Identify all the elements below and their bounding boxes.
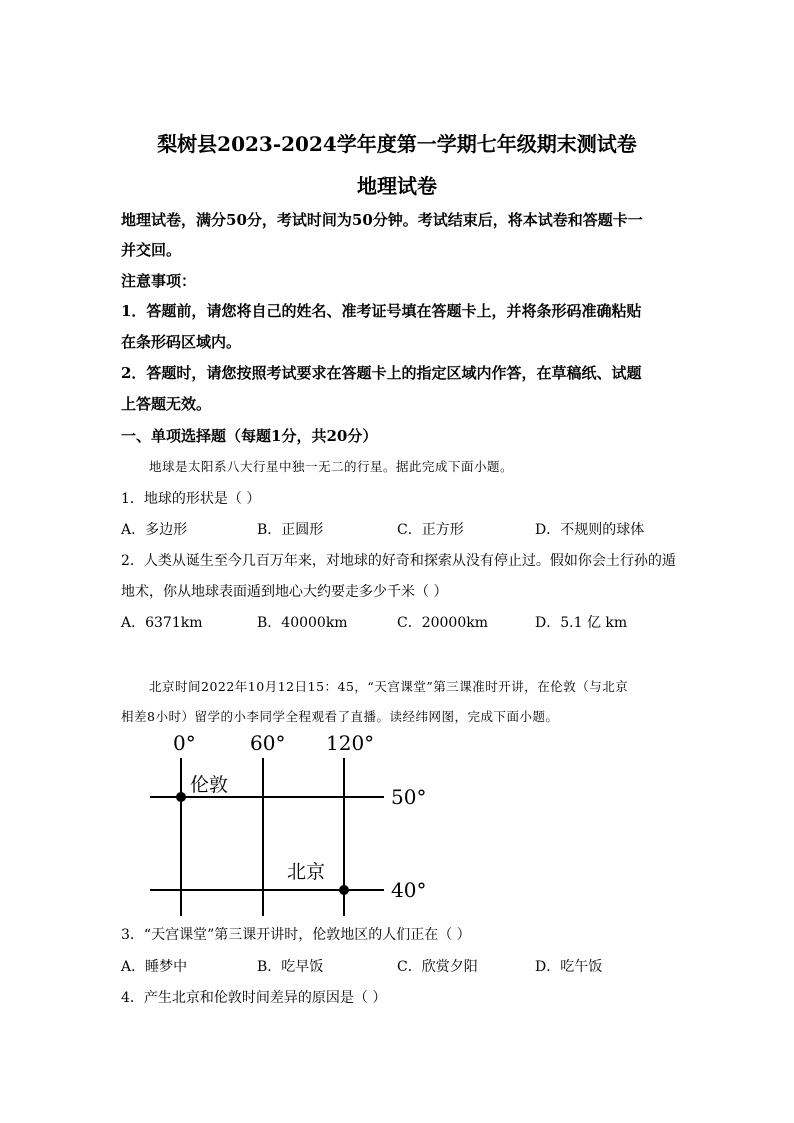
- notice-item-1-line-2: 在条形码区域内。: [121, 333, 242, 351]
- question-1-stem: 1．地球的形状是（ ）: [121, 491, 261, 507]
- intro-line-2: 并交回。: [121, 241, 182, 259]
- question-3-option-d[interactable]: D．吃午饭: [535, 959, 603, 975]
- question-2-option-b[interactable]: B．40000km: [257, 615, 348, 631]
- question-2-stem-line-1: 2．人类从诞生至今几百万年来，对地球的好奇和探索从没有停止过。假如你会土行孙的遁: [121, 553, 676, 569]
- lon-label-0: 0°: [173, 731, 196, 755]
- notice-heading: 注意事项：: [121, 272, 197, 290]
- material-2-line-1: 北京时间2022年10月12日15：45，“天宫课堂”第三课准时开讲，在伦敦（与北京: [149, 679, 629, 694]
- question-3-option-b[interactable]: B．吃早饭: [257, 959, 324, 975]
- notice-item-1-line-1: 1．答题前，请您将自己的姓名、准考证号填在答题卡上，并将条形码准确粘贴: [121, 302, 642, 320]
- london-point: [176, 792, 186, 802]
- material-2-line-2: 相差8小时）留学的小李同学全程观看了直播。读经纬网图，完成下面小题。: [121, 709, 559, 724]
- lat-label-50: 50°: [391, 785, 427, 809]
- london-label: 伦敦: [190, 774, 229, 796]
- question-1-option-c[interactable]: C．正方形: [397, 522, 464, 538]
- beijing-label: 北京: [287, 861, 326, 883]
- question-1-option-d[interactable]: D．不规则的球体: [535, 522, 645, 538]
- lon-label-120: 120°: [326, 731, 375, 755]
- lat-label-40: 40°: [391, 878, 427, 902]
- question-4-stem: 4．产生北京和伦敦时间差异的原因是（ ）: [121, 990, 387, 1006]
- graticule-map: [140, 728, 440, 920]
- section-1-heading: 一、单项选择题（每题1分，共20分）: [121, 427, 378, 445]
- question-2-option-c[interactable]: C．20000km: [397, 615, 489, 631]
- question-1-option-b[interactable]: B．正圆形: [257, 522, 324, 538]
- question-2-stem-line-2: 地术，你从地球表面遁到地心大约要走多少千米（ ）: [121, 584, 448, 600]
- notice-item-2-line-2: 上答题无效。: [121, 395, 212, 413]
- notice-item-2-line-1: 2．答题时，请您按照考试要求在答题卡上的指定区域内作答，在草稿纸、试题: [121, 364, 642, 382]
- question-3-option-a[interactable]: A．睡梦中: [121, 959, 188, 975]
- beijing-point: [339, 885, 349, 895]
- intro-line-1: 地理试卷，满分50分，考试时间为50分钟。考试结束后，将本试卷和答题卡一: [121, 211, 643, 229]
- question-2-option-a[interactable]: A．6371km: [121, 615, 203, 631]
- question-1-option-a[interactable]: A．多边形: [121, 522, 188, 538]
- page-subtitle: 地理试卷: [357, 174, 437, 198]
- question-3-stem: 3．“天宫课堂”第三课开讲时，伦敦地区的人们正在（ ）: [121, 927, 471, 943]
- material-1: 地球是太阳系八大行星中独一无二的行星。据此完成下面小题。: [149, 459, 514, 474]
- question-3-option-c[interactable]: C．欣赏夕阳: [397, 959, 478, 975]
- question-2-option-d[interactable]: D．5.1 亿 km: [535, 615, 628, 631]
- page-title: 梨树县2023-2024学年度第一学期七年级期末测试卷: [157, 132, 637, 156]
- lon-label-60: 60°: [250, 731, 286, 755]
